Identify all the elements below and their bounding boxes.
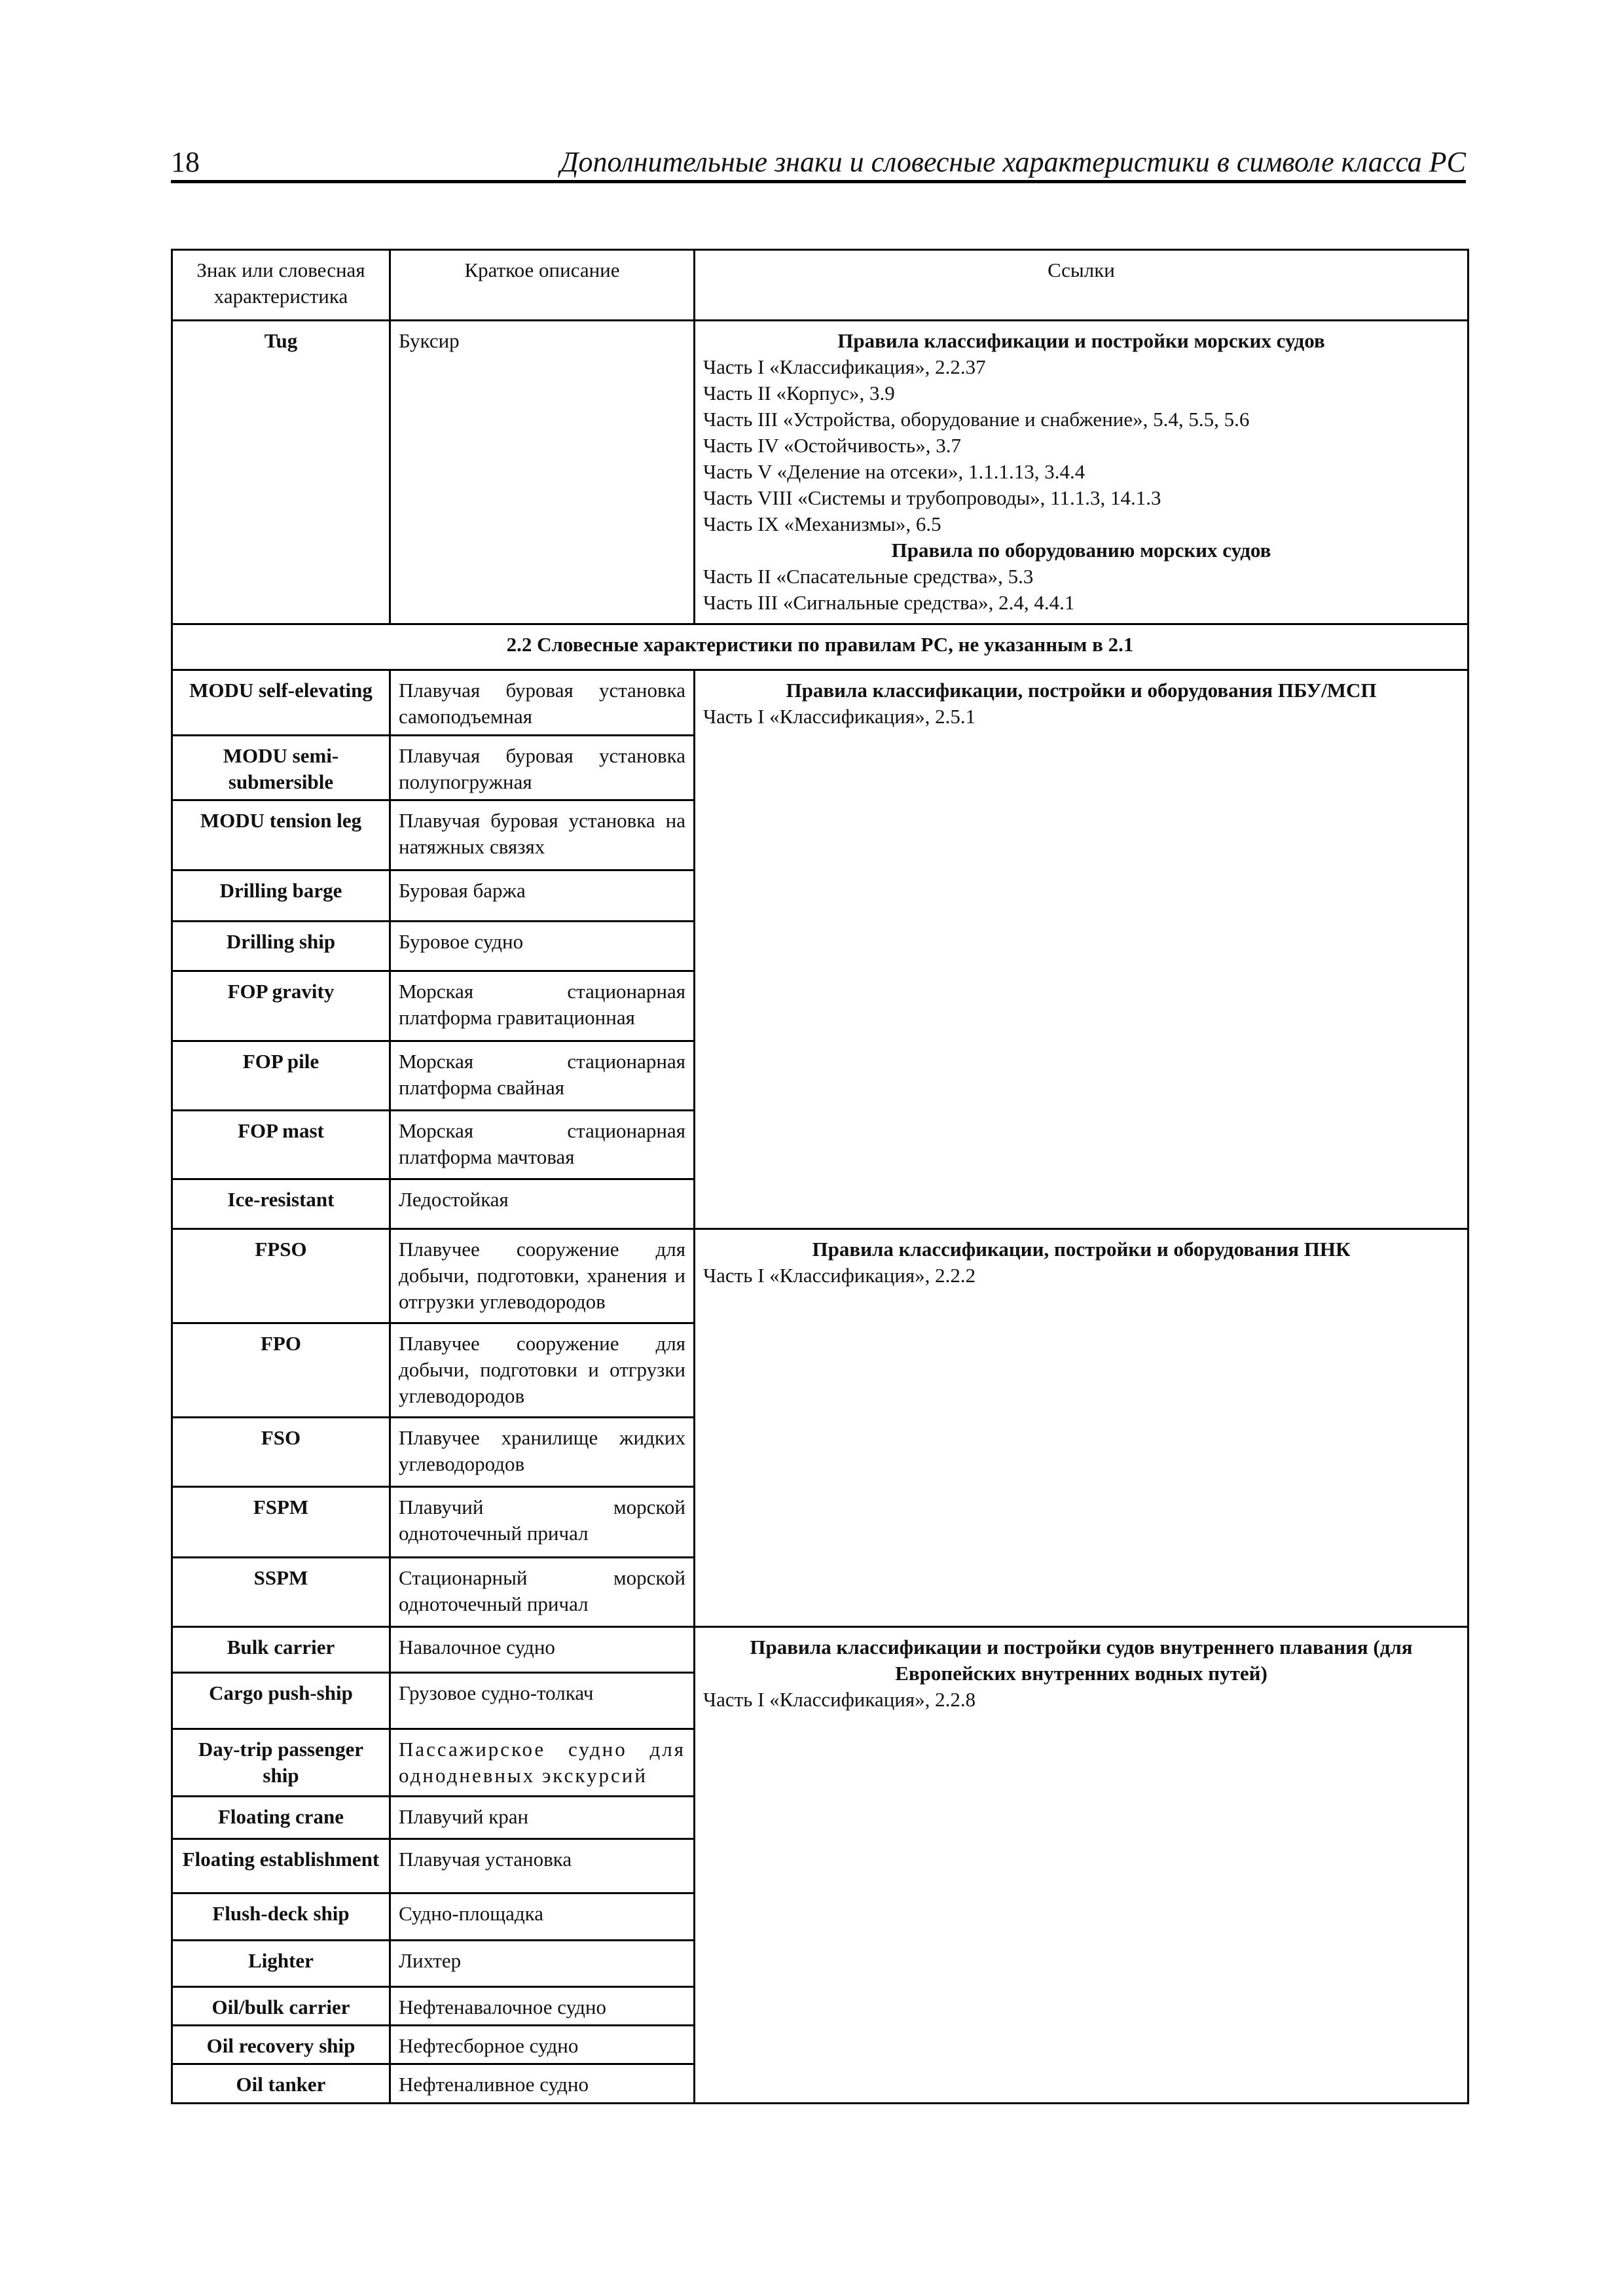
reference-line: Часть I «Классификация», 2.5.1 (703, 705, 976, 728)
sign-cell: FOP mast (172, 1111, 390, 1179)
sign-cell: Oil tanker (172, 2064, 390, 2104)
sign-cell: FPSO (172, 1229, 390, 1323)
sign-cell: Flush-deck ship (172, 1893, 390, 1941)
sign-cell: FSPM (172, 1487, 390, 1558)
sign-cell: Bulk carrier (172, 1627, 390, 1673)
sign-cell: Drilling barge (172, 870, 390, 922)
description-cell: Морская стационарная платформа свайная (390, 1041, 695, 1111)
references-cell (695, 321, 1468, 624)
sign-cell: Cargo push-ship (172, 1673, 390, 1729)
table-row (172, 1627, 1468, 1673)
section-title: 2.2 Словесные характеристики по правилам РС, не указанным в 2.1 (172, 624, 1468, 670)
reference-line: Часть II «Корпус», 3.9 (703, 382, 895, 404)
description-cell: Плавучая буровая установка полупогружная (390, 736, 695, 800)
description-cell: Грузовое судно-толкач (390, 1673, 695, 1729)
sign-cell: Floating crane (172, 1797, 390, 1839)
reference-line: Часть VIII «Системы и трубопроводы», 11.1.3, 14.1.3 (703, 486, 1161, 509)
description-cell: Судно-площадка (390, 1893, 695, 1941)
description-cell: Плавучая буровая установка на натяжных связях (390, 800, 695, 870)
sign-cell: MODU tension leg (172, 800, 390, 870)
description-cell: Плавучее хранилище жидких углеводородов (390, 1418, 695, 1487)
running-title: Дополнительные знаки и словесные характеристики в символе класса РС (560, 146, 1466, 178)
sign-cell: SSPM (172, 1558, 390, 1627)
reference-line: Часть IV «Остойчивость», 3.7 (703, 434, 961, 457)
sign-cell: Tug (172, 321, 390, 624)
description-cell: Плавучая буровая установка самоподъемная (390, 670, 695, 736)
rules-title: Правила классификации и постройки судов внутреннего плавания (для Европейских внутренних водных путей) (750, 1636, 1413, 1685)
sign-cell: FOP gravity (172, 971, 390, 1041)
description-cell: Буровая баржа (390, 870, 695, 922)
sign-cell: FSO (172, 1418, 390, 1487)
description-cell: Плавучий морской одноточечный причал (390, 1487, 695, 1558)
table-row (172, 321, 1468, 624)
page-header (171, 143, 1466, 183)
sign-cell: Drilling ship (172, 922, 390, 971)
sign-cell: Oil/bulk carrier (172, 1987, 390, 2026)
description-cell: Ледостойкая (390, 1179, 695, 1229)
reference-line: Часть III «Сигнальные средства», 2.4, 4.4.1 (703, 591, 1075, 614)
sign-cell: FPO (172, 1323, 390, 1418)
description-cell: Плавучее сооружение для добычи, подготовки, хранения и отгрузки углеводородов (390, 1229, 695, 1323)
references-cell (695, 1229, 1468, 1627)
description-cell: Плавучая установка (390, 1839, 695, 1893)
description-cell: Пассажирское судно для однодневных экскурсий (390, 1729, 695, 1797)
description-cell: Морская стационарная платформа гравитационная (390, 971, 695, 1041)
reference-line: Часть I «Классификация», 2.2.37 (703, 355, 986, 378)
rules-title: Правила классификации, постройки и оборудования ПБУ/МСП (786, 679, 1377, 702)
description-cell: Морская стационарная платформа мачтовая (390, 1111, 695, 1179)
sign-cell: Lighter (172, 1941, 390, 1987)
description-cell: Плавучее сооружение для добычи, подготовки и отгрузки углеводородов (390, 1323, 695, 1418)
rules-title: Правила классификации и постройки морских судов (837, 329, 1325, 352)
references-cell (695, 1627, 1468, 2104)
header-rule (171, 180, 1466, 183)
description-cell: Плавучий кран (390, 1797, 695, 1839)
sign-cell: MODU self-elevating (172, 670, 390, 736)
sign-cell: MODU semi-submersible (172, 736, 390, 800)
description-cell: Нефтенавалочное судно (390, 1987, 695, 2026)
reference-line: Часть I «Классификация», 2.2.8 (703, 1688, 976, 1711)
table-row (172, 670, 1468, 736)
rules-title: Правила классификации, постройки и оборудования ПНК (812, 1238, 1351, 1261)
notation-table (171, 249, 1469, 2104)
description-cell: Нефтеналивное судно (390, 2064, 695, 2104)
rules-title: Правила по оборудованию морских судов (891, 539, 1271, 562)
column-header-sign: Знак или словесная характеристика (172, 250, 390, 321)
description-cell: Буровое судно (390, 922, 695, 971)
sign-cell: Ice-resistant (172, 1179, 390, 1229)
sign-cell: Floating establishment (172, 1839, 390, 1893)
sign-cell: Oil recovery ship (172, 2026, 390, 2064)
table-header-row (172, 250, 1468, 321)
table-row (172, 1229, 1468, 1323)
sign-cell: Day-trip passenger ship (172, 1729, 390, 1797)
reference-line: Часть II «Спасательные средства», 5.3 (703, 565, 1034, 588)
section-row (172, 624, 1468, 670)
sign-cell: FOP pile (172, 1041, 390, 1111)
reference-line: Часть V «Деление на отсеки», 1.1.1.13, 3.4.4 (703, 460, 1085, 483)
reference-line: Часть IX «Механизмы», 6.5 (703, 512, 941, 535)
column-header-references: Ссылки (695, 250, 1468, 321)
description-cell: Нефтесборное судно (390, 2026, 695, 2064)
description-cell: Лихтер (390, 1941, 695, 1987)
column-header-description: Краткое описание (390, 250, 695, 321)
page-number: 18 (171, 146, 200, 178)
description-cell: Буксир (390, 321, 695, 624)
reference-line: Часть III «Устройства, оборудование и снабжение», 5.4, 5.5, 5.6 (703, 408, 1250, 431)
description-cell: Стационарный морской одноточечный причал (390, 1558, 695, 1627)
reference-line: Часть I «Классификация», 2.2.2 (703, 1264, 976, 1287)
description-cell: Навалочное судно (390, 1627, 695, 1673)
references-cell (695, 670, 1468, 1229)
